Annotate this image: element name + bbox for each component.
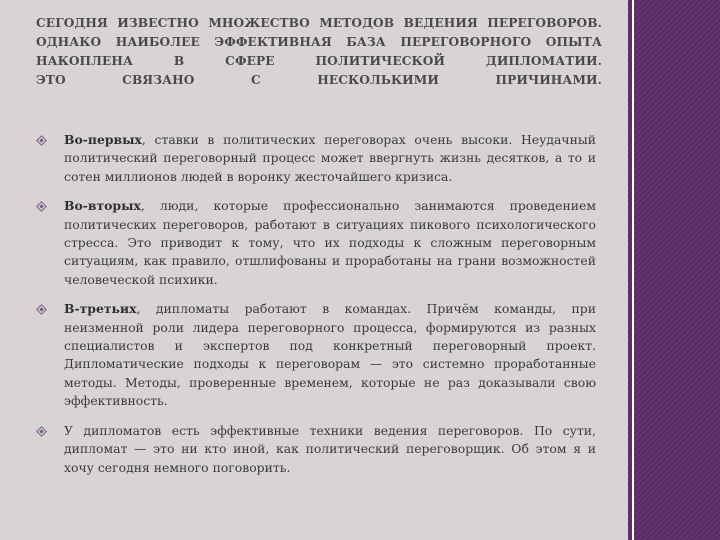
bullet-icon bbox=[36, 135, 47, 146]
item-text: У дипломатов есть эффективные техники ведения переговоров. По сути, дипломат — это ни кто иной, как политический переговорщик. Об этом я и хочу сегодня немного поговорить. bbox=[64, 422, 596, 475]
title-line: СЕГОДНЯ ИЗВЕСТНО МНОЖЕСТВО МЕТОДОВ ВЕДЕНИЯ ПЕРЕГОВОРОВ. bbox=[36, 16, 602, 30]
item-text: , люди, которые профессионально занимаются проведением политических переговоров, работают в ситуациях пикового психологического стресса. Это приводит к тому, что их подходы к сложным переговорным ситуациям, как правило, отшлифованы и проработаны на грани возможностей человеческой психики. bbox=[64, 198, 596, 287]
slide-title bbox=[36, 14, 602, 90]
item-text: , ставки в политических переговорах очень высоки. Неудачный политический переговорный процесс может ввергнуть жизнь десятков, а то и сотен миллионов людей в воронку жесточайшего кризиса. bbox=[64, 132, 596, 184]
list-item bbox=[36, 300, 596, 410]
bullet-icon bbox=[36, 201, 47, 212]
sidebar-divider bbox=[632, 0, 634, 540]
bullet-icon bbox=[36, 426, 47, 437]
item-lead: Во-вторых bbox=[64, 198, 141, 214]
list-item bbox=[36, 131, 596, 186]
bullet-list bbox=[36, 131, 596, 488]
item-lead: Во-первых bbox=[64, 132, 142, 147]
item-lead: В-третьих bbox=[64, 301, 137, 317]
title-line: НАКОПЛЕНА В СФЕРЕ ПОЛИТИЧЕСКОЙ ДИПЛОМАТИИ. bbox=[36, 54, 602, 68]
list-item bbox=[36, 422, 596, 477]
item-text: , дипломаты работают в командах. Причём команды, при неизменной роли лидера переговорного процесса, формируются из разных специалистов и экспертов под конкретный переговорный проект. Дипломатические подходы к переговорам — это системно проработанные методы. Методы, проверенные временем, которые не раз доказывали свою эффективность. bbox=[64, 301, 596, 409]
decorative-sidebar bbox=[628, 0, 720, 540]
title-line: ЭТО СВЯЗАНО С НЕСКОЛЬКИМИ ПРИЧИНАМИ. bbox=[36, 73, 602, 87]
list-item bbox=[36, 197, 596, 289]
title-line: ОДНАКО НАИБОЛЕЕ ЭФФЕКТИВНАЯ БАЗА ПЕРЕГОВОРНОГО ОПЫТА bbox=[36, 35, 602, 49]
bullet-icon bbox=[36, 304, 47, 315]
